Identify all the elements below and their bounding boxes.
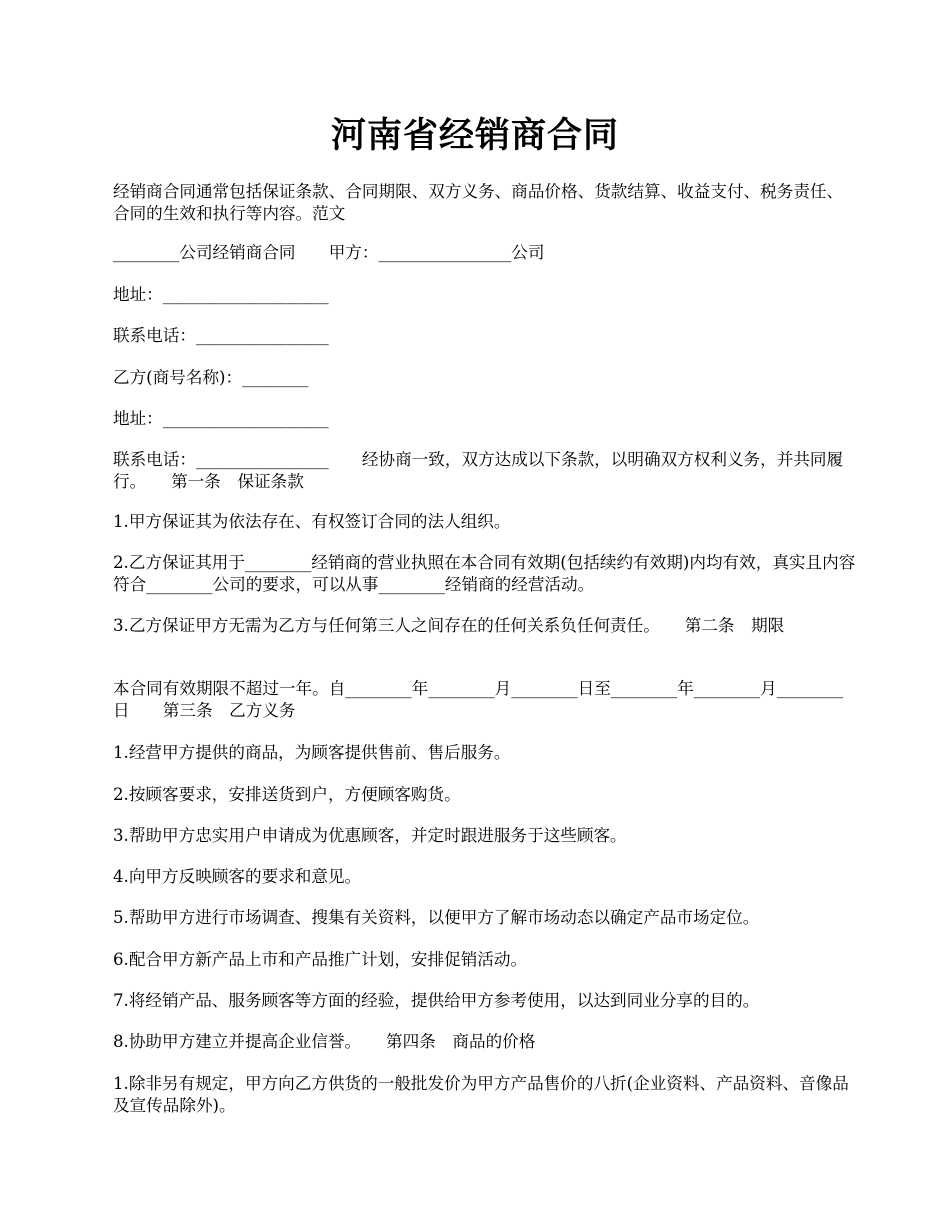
paragraph-intro: 经销商合同通常包括保证条款、合同期限、双方义务、商品价格、货款结算、收益支付、税务责任、合同的生效和执行等内容。范文 — [113, 182, 844, 223]
paragraph-4-1: 1.除非另有规定，甲方向乙方供货的一般批发价为甲方产品售价的八折(企业资料、产品资料、音像品及宣传品除外)。 — [113, 1074, 849, 1115]
paragraph-3-5: 5.帮助甲方进行市场调查、搜集有关资料，以便甲方了解市场动态以确定产品市场定位。 — [113, 908, 760, 927]
paragraph-3-3: 3.帮助甲方忠实用户申请成为优惠顾客，并定时跟进服务于这些顾客。 — [113, 826, 627, 845]
paragraph-3-6: 6.配合甲方新产品上市和产品推广计划，安排促销活动。 — [113, 950, 528, 969]
paragraph-3-8-article-4: 8.协助甲方建立并提高企业信誉。 第四条 商品的价格 — [113, 1032, 536, 1051]
paragraph-party-b-address: 地址：____________________ — [113, 409, 329, 428]
paragraph-party-a-address: 地址：____________________ — [113, 285, 329, 304]
paragraph-1-1: 1.甲方保证其为依法存在、有权签订合同的法人组织。 — [113, 512, 511, 531]
paragraph-party-b-name: 乙方(商号名称)：________ — [113, 368, 309, 387]
paragraph-3-4: 4.向甲方反映顾客的要求和意见。 — [113, 867, 362, 886]
paragraph-party-b-phone-article-1: 联系电话：________________ 经协商一致，双方达成以下条款，以明确双方权利义务，并共同履行。 第一条 保证条款 — [113, 450, 844, 491]
paragraph-contract-header: ________公司经销商合同 甲方：________________公司 — [113, 243, 545, 262]
paragraph-term-article-3: 本合同有效期限不超过一年。自________年________月________日至________年________月________日 第三条 乙方义务 — [113, 679, 844, 720]
paragraph-3-1: 1.经营甲方提供的商品，为顾客提供售前、售后服务。 — [113, 743, 511, 762]
document-title: 河南省经销商合同 — [330, 115, 619, 156]
paragraph-1-2: 2.乙方保证其用于________经销商的营业执照在本合同有效期(包括续约有效期)内均有效，真实且内容符合________公司的要求，可以从事________经销商的经营活动。 — [113, 553, 856, 594]
paragraph-1-3-article-2: 3.乙方保证甲方无需为乙方与任何第三人之间存在的任何关系负任何责任。 第二条 期限 — [113, 616, 785, 635]
paragraph-3-7: 7.将经销产品、服务顾客等方面的经验，提供给甲方参考使用，以达到同业分享的目的。 — [113, 991, 760, 1010]
paragraph-3-2: 2.按顾客要求，安排送货到户，方便顾客购货。 — [113, 785, 461, 804]
paragraph-party-a-phone: 联系电话：________________ — [113, 326, 329, 345]
